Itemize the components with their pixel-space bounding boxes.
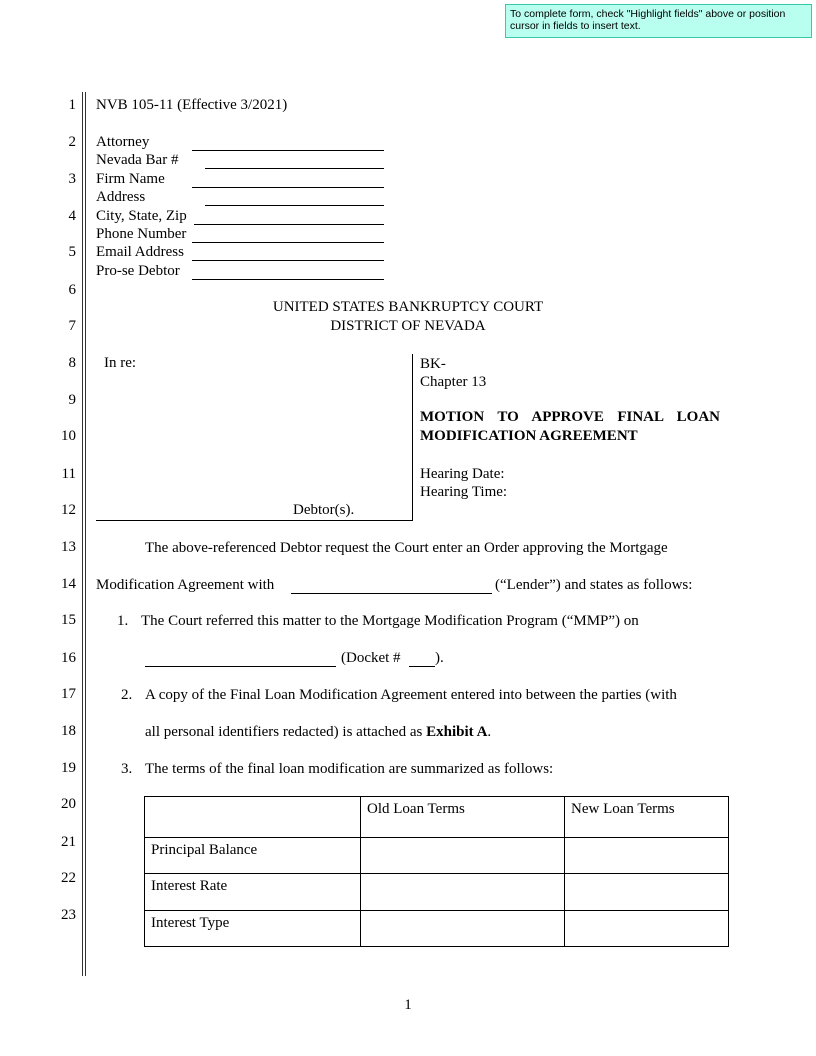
old-principal-balance-cell[interactable] <box>361 837 565 873</box>
city-state-zip-label: City, State, Zip <box>96 208 187 224</box>
old-interest-type-cell[interactable] <box>361 910 565 946</box>
bk-case-number[interactable]: BK- <box>420 356 446 372</box>
line-number: 3 <box>68 171 76 187</box>
item-2-text-line2 <box>145 724 491 741</box>
address-label: Address <box>96 189 146 205</box>
line-number: 21 <box>61 834 76 850</box>
row-label: Principal Balance <box>145 837 361 873</box>
line-number: 8 <box>68 355 76 371</box>
line-number: 23 <box>61 907 76 923</box>
in-re-label: In re: <box>104 355 137 371</box>
table-header-row <box>145 797 729 838</box>
pleading-rule-left <box>82 92 83 976</box>
form-id: NVB 105-11 (Effective 3/2021) <box>96 97 288 113</box>
pleading-rule-right <box>85 92 86 976</box>
pro-se-debtor-field[interactable] <box>192 279 384 280</box>
pro-se-debtor-label: Pro-se Debtor <box>96 263 180 279</box>
attorney-field[interactable] <box>192 150 384 151</box>
line-number: 6 <box>68 282 76 298</box>
paragraph-intro-line2-start: Modification Agreement with <box>96 577 275 593</box>
bar-number-label: Nevada Bar # <box>96 152 179 168</box>
line-number: 9 <box>68 392 76 408</box>
phone-number-field[interactable] <box>192 242 384 243</box>
paragraph-intro-line1: The above-referenced Debtor request the Court enter an Order approving the Mortgage <box>145 540 668 556</box>
line-number: 19 <box>61 760 76 776</box>
line-number: 11 <box>61 466 76 482</box>
chapter-label: Chapter 13 <box>420 374 487 390</box>
new-interest-type-cell[interactable] <box>565 910 729 946</box>
line-number: 2 <box>68 134 76 150</box>
line-number: 14 <box>61 576 76 592</box>
firm-name-field[interactable] <box>192 187 384 188</box>
email-address-label: Email Address <box>96 244 184 260</box>
attorney-label: Attorney <box>96 134 150 150</box>
address-field[interactable] <box>205 205 384 206</box>
city-state-zip-field[interactable] <box>194 224 384 225</box>
row-label: Interest Type <box>145 910 361 946</box>
line-number: 20 <box>61 796 76 812</box>
motion-title-line1: MOTION TO APPROVE FINAL LOAN <box>420 409 720 425</box>
debtor-label: Debtor(s). <box>293 502 355 518</box>
docket-label: (Docket # <box>341 650 401 666</box>
line-number: 16 <box>61 650 76 666</box>
new-interest-rate-cell[interactable] <box>565 874 729 910</box>
item-2-text-line1: A copy of the Final Loan Modification Agreement entered into between the parties (with <box>145 687 677 703</box>
line-number: 7 <box>68 318 76 334</box>
item-2-number: 2. <box>121 687 133 703</box>
exhibit-a-label: Exhibit A <box>426 724 488 740</box>
item-3-number: 3. <box>121 761 133 777</box>
row-label: Interest Rate <box>145 874 361 910</box>
item-1-number: 1. <box>117 613 129 629</box>
new-principal-balance-cell[interactable] <box>565 837 729 873</box>
line-number: 10 <box>61 428 76 444</box>
table-row <box>145 910 729 946</box>
motion-title-line2: MODIFICATION AGREEMENT <box>420 428 638 444</box>
table-row <box>145 874 729 910</box>
firm-name-label: Firm Name <box>96 171 165 187</box>
line-number: 5 <box>68 244 76 260</box>
line-number: 22 <box>61 870 76 886</box>
item-1-text: The Court referred this matter to the Mortgage Modification Program (“MMP”) on <box>141 613 639 629</box>
hearing-date-label[interactable]: Hearing Date: <box>420 466 505 482</box>
caption-divider-bottom <box>96 520 413 521</box>
line-number: 13 <box>61 539 76 555</box>
item-3-text: The terms of the final loan modification are summarized as follows: <box>145 761 554 777</box>
email-address-field[interactable] <box>192 260 384 261</box>
loan-terms-table <box>144 796 729 947</box>
line-number: 15 <box>61 612 76 628</box>
paragraph-intro-line2-end: (“Lender”) and states as follows: <box>495 577 693 593</box>
form-instructions-notice: To complete form, check "Highlight fields" above or position cursor in fields to insert text. <box>505 4 812 38</box>
table-header-cell <box>145 797 361 838</box>
item-2-text: all personal identifiers redacted) is attached as <box>145 724 423 740</box>
line-number: 4 <box>68 208 76 224</box>
court-district: DISTRICT OF NEVADA <box>330 318 486 334</box>
docket-close: ). <box>435 650 444 666</box>
table-header-cell: Old Loan Terms <box>361 797 565 838</box>
page-number: 1 <box>404 997 412 1013</box>
line-number: 17 <box>61 686 76 702</box>
lender-name-field[interactable] <box>291 593 492 594</box>
line-number: 1 <box>68 97 76 113</box>
table-header-cell: New Loan Terms <box>565 797 729 838</box>
line-number: 18 <box>61 723 76 739</box>
table-row <box>145 837 729 873</box>
court-name: UNITED STATES BANKRUPTCY COURT <box>272 299 544 315</box>
docket-number-field[interactable] <box>409 666 435 667</box>
hearing-time-label[interactable]: Hearing Time: <box>420 484 508 500</box>
old-interest-rate-cell[interactable] <box>361 874 565 910</box>
phone-number-label: Phone Number <box>96 226 187 242</box>
bar-number-field[interactable] <box>205 168 384 169</box>
mmp-date-field[interactable] <box>145 666 336 667</box>
item-2-period: . <box>487 724 492 740</box>
caption-divider-vertical <box>412 354 413 520</box>
line-number: 12 <box>61 502 76 518</box>
